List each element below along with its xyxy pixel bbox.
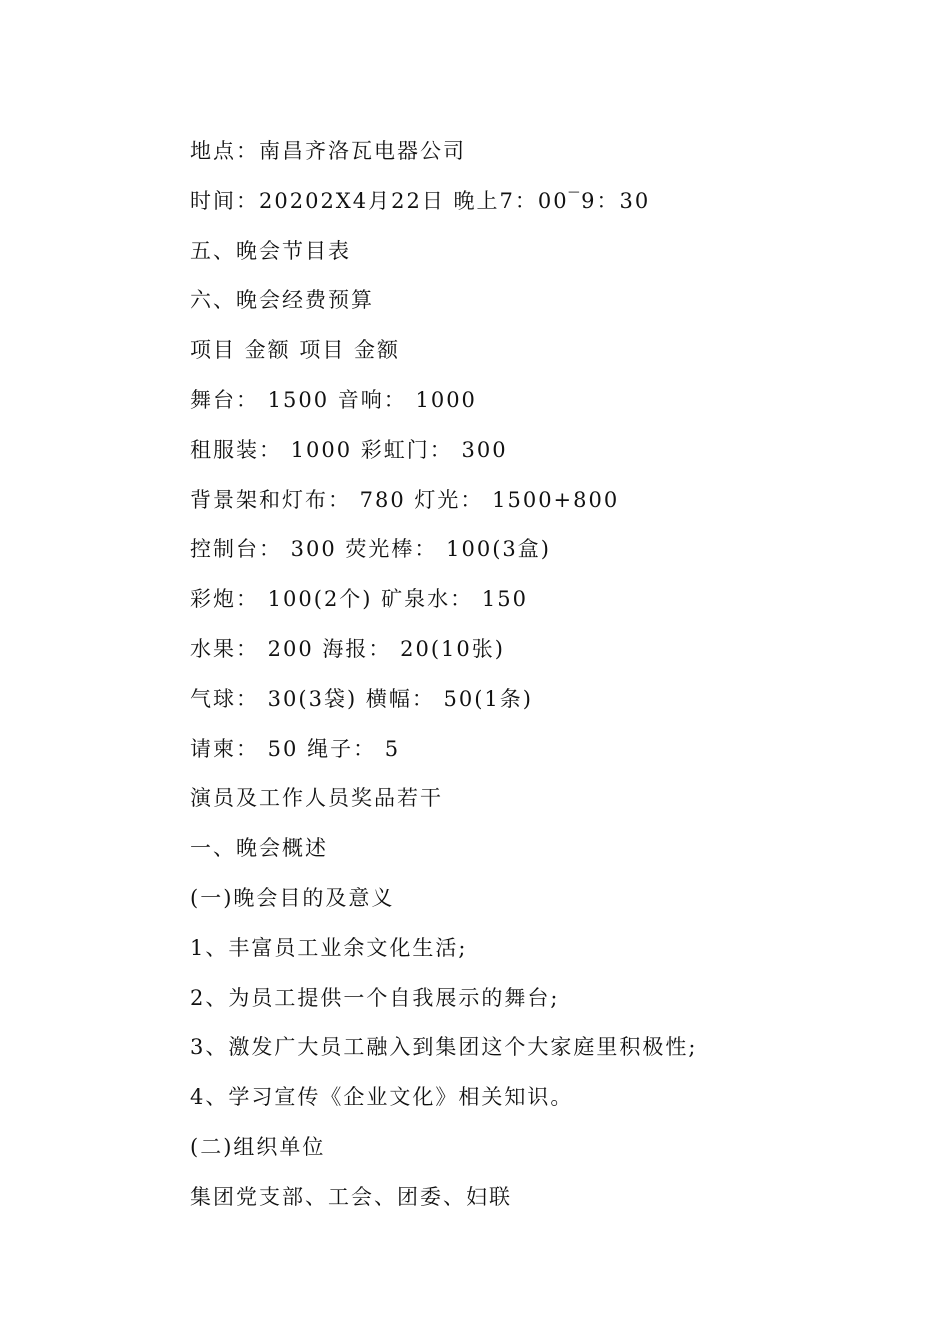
- budget-header: 项目 金额 项目 金额: [190, 338, 401, 363]
- section-heading-budget: 六、晚会经费预算: [190, 288, 374, 313]
- subsection-heading-organizers: (二)组织单位: [190, 1134, 326, 1159]
- text-line-organizers: 集团党支部、工会、团委、妇联: [190, 1184, 512, 1209]
- text-line-location: 地点：南昌齐洛瓦电器公司: [190, 139, 466, 163]
- section-heading-overview: 一、晚会概述: [190, 836, 328, 861]
- list-item: 2、为员工提供一个自我展示的舞台;: [190, 985, 560, 1010]
- subsection-heading-purpose: (一)晚会目的及意义: [190, 885, 395, 910]
- text-line-time: 时间：20202X4月22日 晚上7：00‾9：30: [190, 188, 651, 213]
- budget-row: 彩炮： 100(2个) 矿泉水： 150: [190, 587, 528, 612]
- budget-row: 租服装： 1000 彩虹门： 300: [190, 437, 508, 462]
- list-item: 3、激发广大员工融入到集团这个大家庭里积极性;: [190, 1035, 698, 1060]
- budget-row: 请柬： 50 绳子： 5: [190, 736, 401, 761]
- budget-row: 气球： 30(3袋) 横幅： 50(1条): [190, 686, 533, 711]
- budget-row: 控制台： 300 荧光棒： 100(3盒): [190, 537, 551, 562]
- budget-row: 舞台： 1500 音响： 1000: [190, 387, 477, 412]
- document-body: [190, 134, 890, 1230]
- section-heading-program: 五、晚会节目表: [190, 238, 351, 263]
- list-item: 1、丰富员工业余文化生活;: [190, 935, 468, 960]
- list-item: 4、学习宣传《企业文化》相关知识。: [190, 1085, 574, 1110]
- budget-row: 背景架和灯布： 780 灯光： 1500+800: [190, 487, 620, 512]
- budget-note: 演员及工作人员奖品若干: [190, 786, 443, 811]
- budget-row: 水果： 200 海报： 20(10张): [190, 636, 505, 661]
